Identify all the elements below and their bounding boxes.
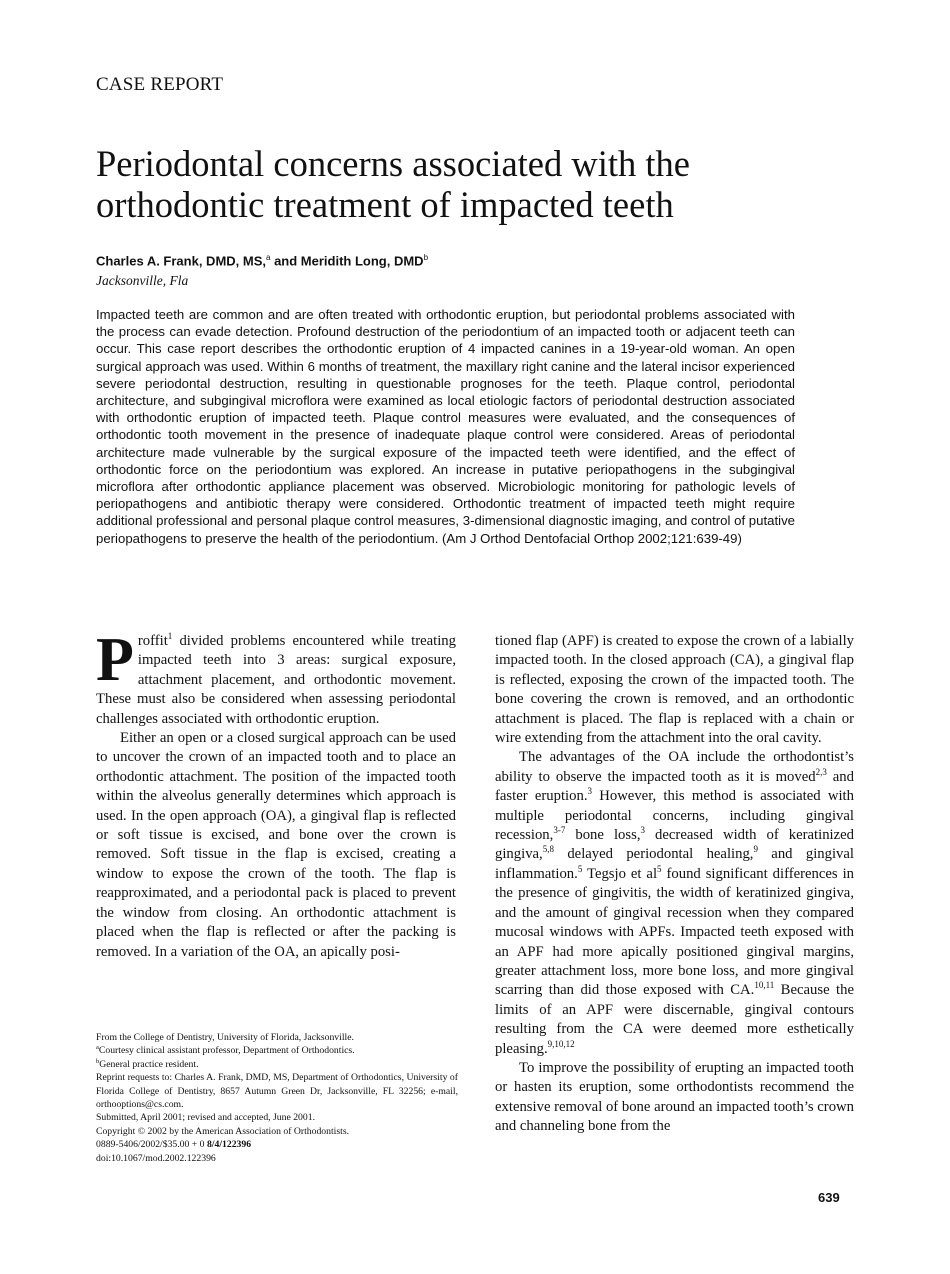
author-joiner: and — [270, 253, 301, 269]
citation-ref: 3 — [587, 786, 592, 797]
author-1-affiliation-mark: a — [266, 253, 271, 262]
citation-ref: 9,10,12 — [547, 1038, 575, 1049]
text-run: and faster eruption. — [495, 768, 854, 805]
citation-ref: 9 — [753, 844, 758, 855]
footnote-mark: b — [96, 1057, 100, 1065]
text-run: decreased width of keratinized gingiva, — [495, 827, 854, 863]
footnote-a — [96, 1044, 458, 1057]
citation-ref: 3-7 — [553, 825, 566, 836]
text-run: divided problems encountered while treating impacted teeth into 3 areas: surgical exposure, attachment placement, and orthodontic movement. These must also be considered when assessing periodontal challenges associated with orthodontic eruption. — [96, 633, 456, 727]
footnote-mark: a — [96, 1044, 99, 1052]
footnote-affiliation: From the College of Dentistry, University of Florida, Jacksonville. — [96, 1032, 354, 1043]
body-paragraph — [495, 748, 854, 1059]
body-paragraph — [96, 626, 456, 729]
body-paragraph: Either an open or a closed surgical approach can be used to uncover the crown of an impacted tooth and to place an orthodontic attachment. The position of the impacted tooth within the alveolus generally determines which approach is used. In the open approach (OA), a gingival flap is reflected or soft tissue is excised, and bone over the crown is removed. Soft tissue in the flap is excised, creating a window to expose the crown of the tooth. The flap is reapproximated, and a periodontal pack is placed to prevent the window from closing. An orthodontic attachment is placed when the flap is reflected or after the packing is removed. In a variation of the OA, an apically posi- — [96, 730, 456, 960]
footnotes — [96, 1031, 458, 1165]
citation-ref: 5,8 — [542, 844, 554, 855]
author-line — [96, 253, 428, 268]
citation-ref: 10,11 — [754, 980, 775, 991]
footnote-text: Courtesy clinical assistant professor, Department of Orthodontics. — [98, 1045, 355, 1057]
footnote-b — [96, 1058, 458, 1071]
footnote-submitted: Submitted, April 2001; revised and accepted, June 2001. — [96, 1112, 315, 1124]
issn-code: 8/4/122396 — [206, 1139, 252, 1151]
page-number: 639 — [818, 1190, 840, 1205]
text-run: The advantages of the OA include the orthodontist’s ability to observe the impacted tooth as it is moved — [495, 749, 854, 785]
text-run: roffit — [137, 633, 168, 649]
footnote-text: General practice resident. — [99, 1058, 199, 1070]
citation-ref: 5 — [577, 863, 583, 874]
author-1: Charles A. Frank, DMD, MS, — [96, 253, 266, 269]
body-paragraph: tioned flap (APF) is created to expose the crown of a labially impacted tooth. In the closed approach (CA), a gingival flap is reflected, exposing the crown of the impacted tooth. The bone covering the crown is removed, and an orthodontic attachment is placed. The flap is replaced with a chain or wire extending from the attachment into the oral cavity. — [495, 633, 854, 747]
author-2-affiliation-mark: b — [423, 253, 429, 262]
text-run: bone loss, — [565, 827, 641, 844]
text-run: However, this method is associated with multiple periodontal concerns, including gingival recession, — [495, 788, 854, 844]
text-run: Tegsjo et al — [582, 865, 658, 882]
text-run: delayed periodontal healing, — [553, 846, 754, 863]
footnote-reprint: Reprint requests to: Charles A. Frank, DMD, MS, Department of Orthodontics, University of Florida College of Dentistry, 8657 Autumn Green Dr, Jacksonville, FL 32256; e-mail, orthooptions@cs.com. — [96, 1072, 458, 1111]
article-title: Periodontal concerns associated with the orthodontic treatment of impacted teeth — [96, 143, 690, 225]
drop-cap: P — [96, 626, 134, 694]
citation-ref: 1 — [167, 631, 173, 642]
issn-text: 0889-5406/2002/$35.00 + 0 — [96, 1139, 207, 1151]
footnote-doi: doi:10.1067/mod.2002.122396 — [96, 1152, 216, 1164]
author-2: Meridith Long, DMD — [300, 253, 424, 269]
citation-ref: 3 — [640, 825, 645, 836]
body-column-left — [96, 626, 456, 962]
footnote-issn — [96, 1138, 458, 1151]
author-location: Jacksonville, Fla — [96, 273, 189, 288]
body-column-right — [495, 632, 854, 1137]
abstract: Impacted teeth are common and are often treated with orthodontic eruption, but periodontal problems associated with the process can evade detection. Profound destruction of the periodontium of an impacted tooth or adjacent teeth can occur. This case report describes the orthodontic eruption of 4 impacted canines in a 19-year-old woman. An open surgical approach was used. Within 6 months of treatment, the maxillary right canine and the lateral incisor experienced severe periodontal destruction, resulting in questionable prognoses for the teeth. Plaque control, periodontal architecture, and subgingival microflora were examined as local etiologic factors of periodontal destruction associated with orthodontic eruption of impacted teeth. Plaque control measures were evaluated, and the consequences of orthodontic tooth movement in the presence of inadequate plaque control were considered. Areas of periodontal architecture made vulnerable by the surgical exposure of the impacted teeth were identified, and the effect of orthodontic force on the periodontium was explored. An increase in putative periopathogens in the subgingival microflora after orthodontic appliance placement was observed. Microbiologic monitoring for pathologic levels of periopathogens and antibiotic therapy were considered. Orthodontic treatment of impacted teeth might require additional professional and personal plaque control measures, 3-dimensional diagnostic imaging, and control of putative periopathogens to preserve the health of the periodontium. (Am J Orthod Dentofacial Orthop 2002;121:639-49) — [96, 307, 795, 546]
text-run: Because the limits of an APF were discernable, gingival contours resulting from the CA were deemed more esthetically pleasing. — [495, 982, 854, 1057]
citation-ref: 2,3 — [815, 766, 827, 777]
body-paragraph: To improve the possibility of erupting an impacted tooth or hasten its eruption, some orthodontists recommend the extensive removal of bone around an impacted tooth’s crown and channeling bone from the — [495, 1059, 854, 1135]
section-label: CASE REPORT — [96, 74, 224, 95]
footnote-copyright: Copyright © 2002 by the American Association of Orthodontists. — [96, 1125, 350, 1137]
text-run: and gingival inflammation. — [495, 846, 854, 882]
text-run: found significant differences in the presence of gingivitis, the width of keratinized gingiva, and the amount of gingival recession when they compared mucosal windows with APFs. Impacted teeth exposed with an APF had more apically positioned gingival margins, greater attachment loss, more bone loss, and more gingival scarring than did those exposed with CA. — [495, 865, 854, 999]
citation-ref: 5 — [657, 863, 662, 874]
